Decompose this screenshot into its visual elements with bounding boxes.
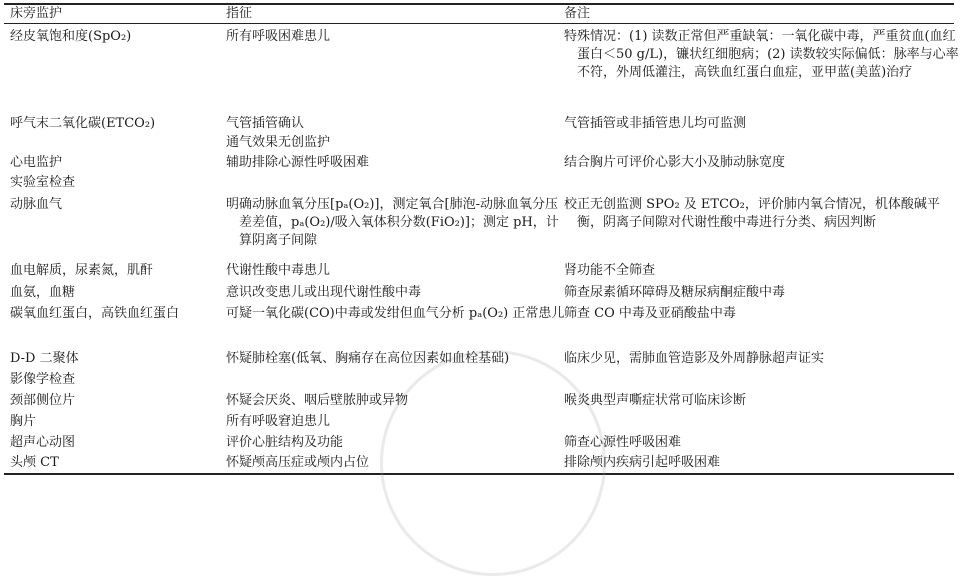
row-head-ct-indication: 怀疑颅高压症或颅内占位 <box>226 455 370 470</box>
row-etco2-name: 呼气末二氧化碳(ETCO₂) <box>10 116 156 131</box>
row-abg-remarks: 校正无创监测 SPO₂ 及 ETCO₂，评价肺内氧合情况，机体酸碱平衡，阴离子间隙对代谢性酸中毒进行分类、病因判断 <box>564 197 940 230</box>
row-echo-remarks: 筛查心源性呼吸困难 <box>564 435 682 450</box>
row-abg-name: 动脉血气 <box>10 197 63 212</box>
row-etco2-remarks: 气管插管或非插管患儿均可监测 <box>564 116 747 131</box>
row-etco2-indication-2: 通气效果无创监护 <box>226 135 331 150</box>
row-ddimer-name: D-D 二聚体 <box>10 351 79 366</box>
table-bottom-rule <box>4 473 954 475</box>
section-lab-tests: 实验室检查 <box>10 175 76 190</box>
section-imaging: 影像学检查 <box>10 372 76 387</box>
row-ammonia-name: 血氨，血糖 <box>10 285 76 300</box>
row-echo-indication: 评价心脏结构及功能 <box>226 435 344 450</box>
row-spo2-remarks: 特殊情况：(1) 读数正常但严重缺氧：一氧化碳中毒，严重贫血(血红蛋白＜50 g/L)，镰状红细胞病；(2) 读数较实际偏低：脉率与心率不符，外周低灌注，高铁血红蛋白血症，亚甲蓝(美蓝)治疗 <box>564 29 959 80</box>
row-ecg-indication: 辅助排除心源性呼吸困难 <box>226 155 370 170</box>
table-top-rule <box>4 3 954 5</box>
row-echo-name: 超声心动图 <box>10 435 76 450</box>
row-neck-xray-name: 颈部侧位片 <box>10 393 76 408</box>
row-neck-xray-remarks: 喉炎典型声嘶症状常可临床诊断 <box>564 393 747 408</box>
row-electrolytes-name: 血电解质，尿素氮，肌酐 <box>10 263 154 278</box>
row-ecg-name: 心电监护 <box>10 155 63 170</box>
row-ammonia-remarks: 筛查尿素循环障碍及糖尿病酮症酸中毒 <box>564 285 786 300</box>
row-electrolytes-indication: 代谢性酸中毒患儿 <box>226 263 331 278</box>
row-ecg-remarks: 结合胸片可评价心影大小及肺动脉宽度 <box>564 155 786 170</box>
row-neck-xray-indication: 怀疑会厌炎、咽后壁脓肿或异物 <box>226 393 409 408</box>
row-head-ct-remarks: 排除颅内疾病引起呼吸困难 <box>564 455 721 470</box>
row-chest-xray-indication: 所有呼吸窘迫患儿 <box>226 414 331 429</box>
header-monitoring: 床旁监护 <box>10 6 63 21</box>
row-head-ct-name: 头颅 CT <box>10 455 59 470</box>
row-spo2-indication: 所有呼吸困难患儿 <box>226 29 331 44</box>
row-cohb-remarks: 筛查 CO 中毒及亚硝酸盐中毒 <box>564 306 736 321</box>
header-indication: 指征 <box>226 6 253 21</box>
row-cohb-indication: 可疑一氧化碳(CO)中毒或发绀但血气分析 pₐ(O₂) 正常患儿 <box>226 306 565 321</box>
row-ammonia-indication: 意识改变患儿或出现代谢性酸中毒 <box>226 285 422 300</box>
row-electrolytes-remarks: 肾功能不全筛查 <box>564 263 656 278</box>
row-ddimer-remarks: 临床少见，需肺血管造影及外周静脉超声证实 <box>564 351 825 366</box>
header-remarks: 备注 <box>564 6 591 21</box>
row-chest-xray-name: 胸片 <box>10 414 37 429</box>
row-cohb-name: 碳氧血红蛋白，高铁血红蛋白 <box>10 306 180 321</box>
row-spo2-name: 经皮氧饱和度(SpO₂) <box>10 29 132 44</box>
row-etco2-indication-1: 气管插管确认 <box>226 116 305 131</box>
table-header-rule <box>4 23 954 24</box>
row-abg-indication: 明确动脉血氧分压[pₐ(O₂)]，测定氧合[肺泡-动脉血氧分压差差值，pₐ(O₂)/吸入氧体积分数(FiO₂)]；测定 pH，计算阴离子间隙 <box>226 197 559 248</box>
row-ddimer-indication: 怀疑肺栓塞(低氧、胸痛存在高位因素如血栓基础) <box>226 351 510 366</box>
